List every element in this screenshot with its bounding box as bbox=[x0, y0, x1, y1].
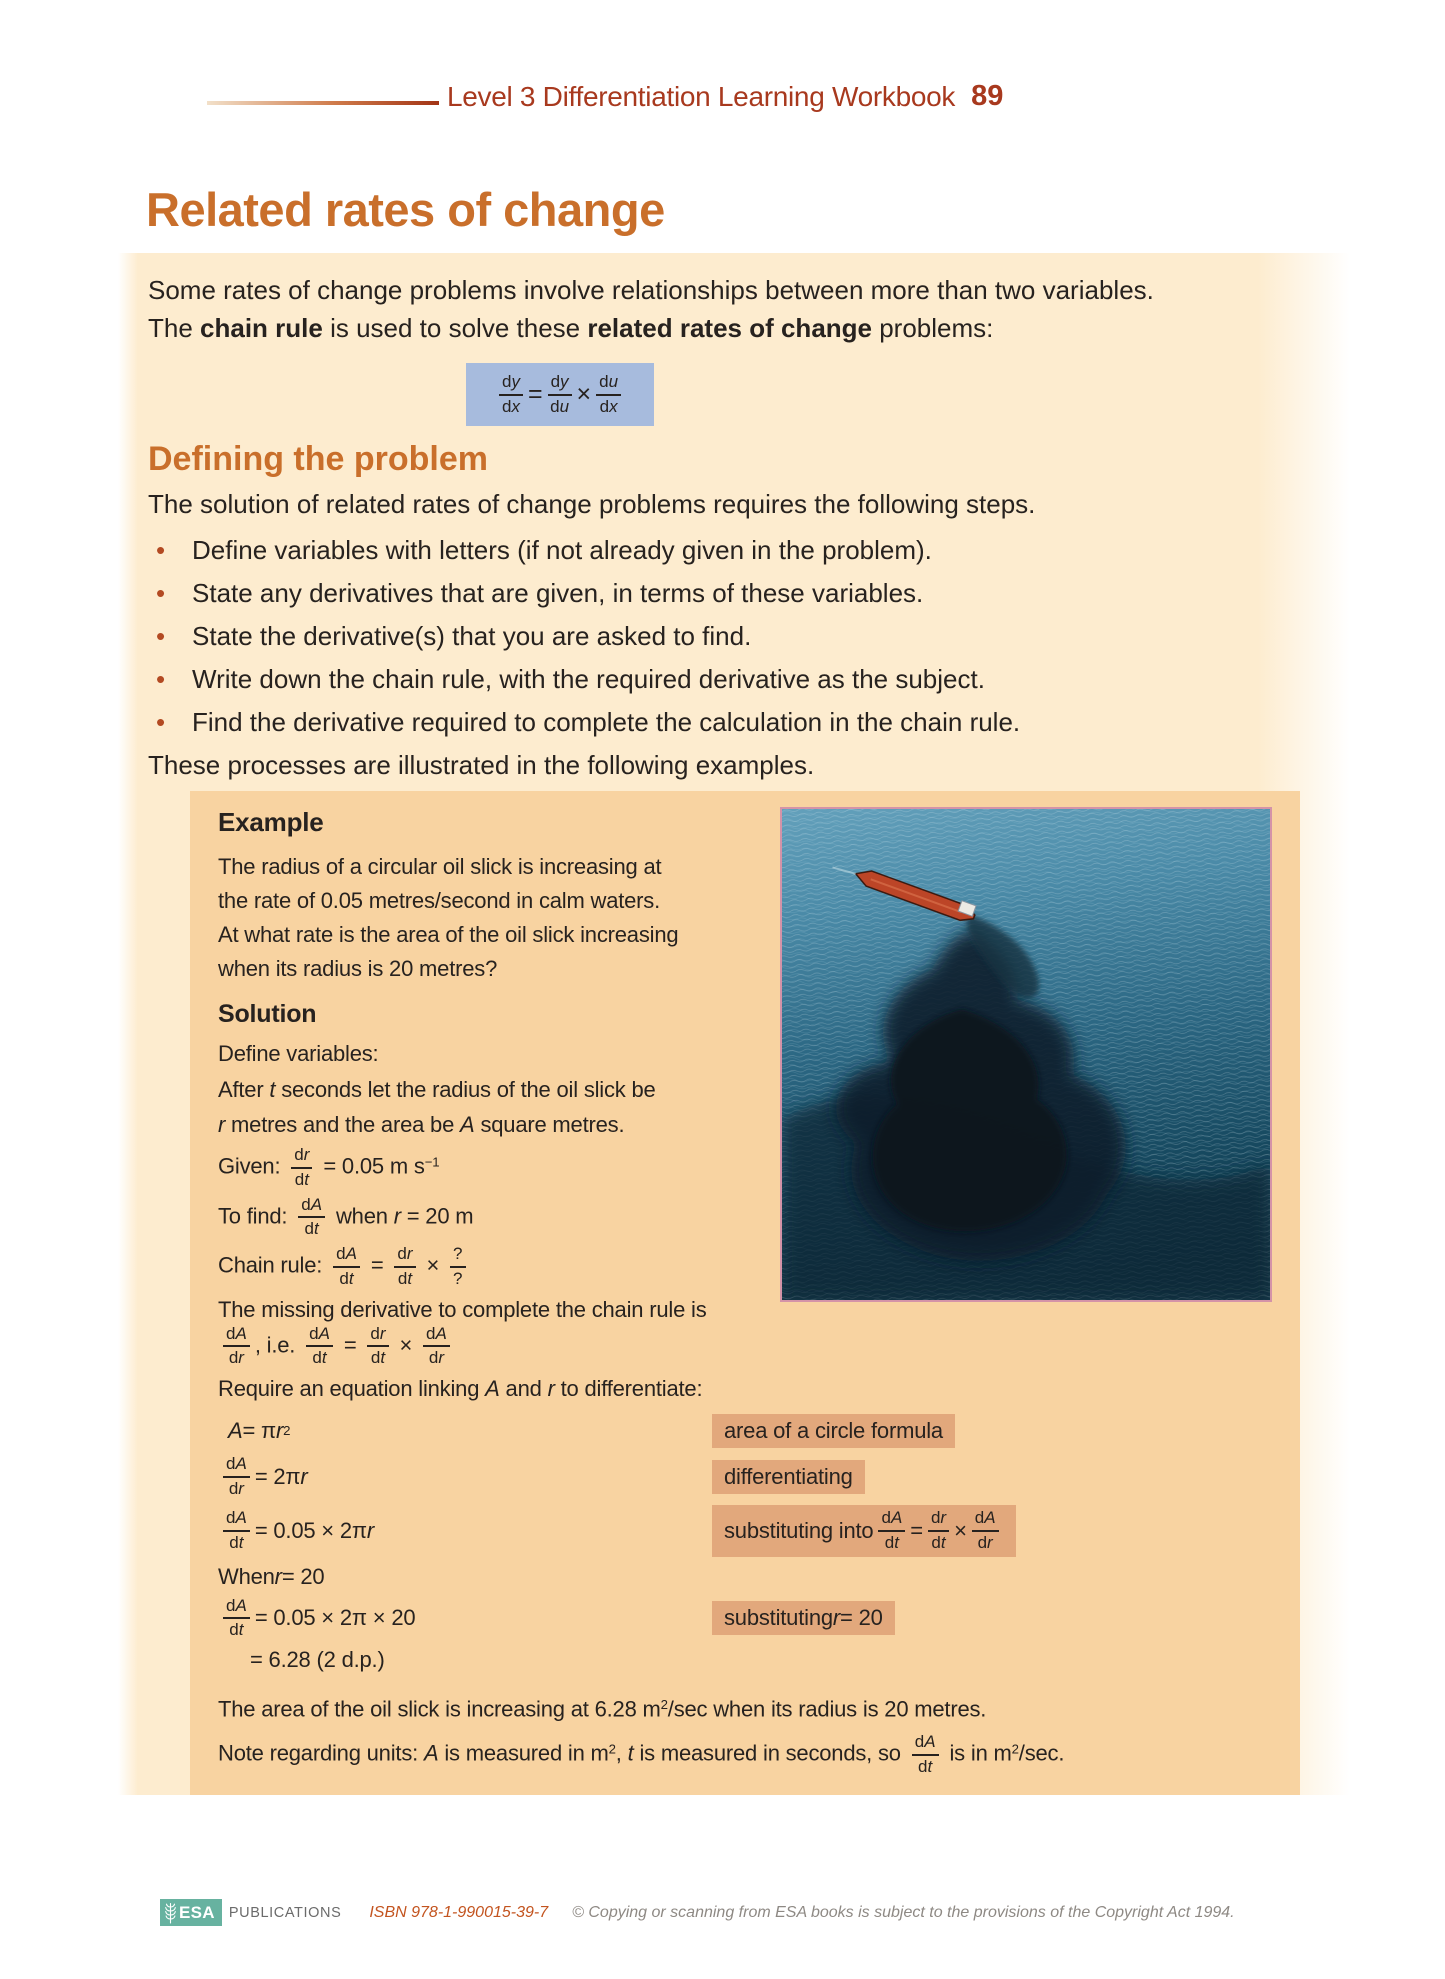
header-page-number: 89 bbox=[971, 80, 1004, 112]
step-item bbox=[148, 662, 1310, 697]
problem-text-line: At what rate is the area of the oil slick increasing bbox=[218, 922, 679, 948]
working-math: $\frac{dA}{dr}$ = 2π r bbox=[218, 1455, 712, 1498]
working-row bbox=[218, 1564, 1272, 1590]
fraction: $\frac{dA}{dr}$ bbox=[223, 1455, 250, 1498]
solution-line: Define variables: bbox=[218, 1041, 379, 1067]
step-text: Define variables with letters (if not already given in the problem). bbox=[192, 535, 932, 566]
fraction: $\frac{?}{?}$ bbox=[450, 1245, 465, 1288]
fraction: $\frac{dy}{dx}$ bbox=[499, 373, 523, 416]
fraction: $\frac{dA}{dt}$ bbox=[306, 1325, 333, 1368]
oil-slick-photo-svg bbox=[782, 809, 1270, 1300]
esa-logo-text: ESA bbox=[179, 1902, 215, 1922]
copyright-notice: © Copying or scanning from ESA books is subject to the provisions of the Copyright Act 1994. bbox=[572, 1903, 1235, 1921]
solution-line: r metres and the area be A square metres. bbox=[218, 1112, 625, 1138]
step-item bbox=[148, 705, 1310, 740]
working-math: $\frac{dA}{dt}$ = 0.05 × 2π r bbox=[218, 1509, 712, 1552]
fraction: $\frac{dr}{dt}$ bbox=[394, 1245, 415, 1288]
problem-text-line: The radius of a circular oil slick is increasing at bbox=[218, 854, 662, 880]
fern-icon bbox=[164, 1902, 177, 1924]
esa-logo bbox=[160, 1899, 222, 1926]
dot-bullet-icon: • bbox=[156, 621, 166, 652]
example-heading: Example bbox=[218, 807, 324, 838]
step-text: Write down the chain rule, with the required derivative as the subject. bbox=[192, 664, 985, 695]
publisher-label: PUBLICATIONS bbox=[228, 1904, 342, 1921]
working-math: When r = 20 bbox=[218, 1563, 325, 1589]
fraction: $\frac{dy}{du}$ bbox=[548, 373, 572, 416]
working-math: $\frac{dA}{dt}$ = 0.05 × 2π × 20 bbox=[218, 1597, 712, 1640]
annotation-box: substituting into $\frac{dA}{dt}$ = $\frac{dr}{dt}$ × $\frac{dA}{dr}$ bbox=[712, 1505, 1016, 1556]
fraction: $\frac{du}{dx}$ bbox=[596, 373, 621, 416]
example-box bbox=[190, 791, 1300, 1794]
dot-bullet-icon: • bbox=[156, 535, 166, 566]
solution-conclusion: The area of the oil slick is increasing at 6.28 $m^2/\sec$ when its radius is 20 metres. bbox=[218, 1696, 987, 1722]
fraction: $\frac{dr}{dt}$ bbox=[367, 1325, 388, 1368]
solution-line: After t seconds let the radius of the oil slick be bbox=[218, 1077, 656, 1103]
annotation-box: area of a circle formula bbox=[712, 1414, 955, 1448]
fraction: $\frac{dA}{dt}$ bbox=[878, 1509, 905, 1552]
page-title: Related rates of change bbox=[146, 183, 665, 236]
dot-bullet-icon: • bbox=[156, 664, 166, 695]
solution-line: Given: $\frac{dr}{dt}$ = 0.05 m $s^{-1}$ bbox=[218, 1145, 440, 1190]
fraction: $\frac{dr}{dt}$ bbox=[928, 1509, 949, 1552]
fraction: $\frac{dA}{dt}$ bbox=[333, 1245, 360, 1288]
step-text: State the derivative(s) that you are asked to find. bbox=[192, 621, 752, 652]
page-header bbox=[207, 80, 1003, 113]
fraction: $\frac{dA}{dt}$ bbox=[912, 1733, 939, 1776]
isbn-label: ISBN 978-1-990015-39-7 bbox=[369, 1903, 549, 1921]
dot-bullet-icon: • bbox=[156, 578, 166, 609]
fraction: $\frac{dA}{dt}$ bbox=[223, 1509, 250, 1552]
step-item bbox=[148, 533, 1310, 568]
content-band bbox=[118, 253, 1350, 1795]
working-math: A = π r 2 bbox=[228, 1417, 291, 1443]
working-row bbox=[218, 1505, 1272, 1556]
solution-line: Require an equation linking A and r to differentiate: bbox=[218, 1375, 703, 1401]
steps-list bbox=[148, 533, 1310, 740]
chain-rule-formula-box: $\frac{dy}{dx}$ = $\frac{dy}{du}$ × $\frac{du}{dx}$ bbox=[466, 363, 654, 426]
solution-line: The missing derivative to complete the chain rule is $\frac{dA}{dr}$ , i.e. $\frac{dA}{dt}$ = $\frac{dr}{dt}$ × $\frac{dA}{dr}$ bbox=[218, 1296, 707, 1368]
solution-heading: Solution bbox=[218, 1000, 317, 1029]
fraction: $\frac{dA}{dr}$ bbox=[423, 1325, 450, 1368]
problem-text-line: the rate of 0.05 metres/second in calm waters. bbox=[218, 888, 661, 914]
solution-line: To find: $\frac{dA}{dt}$ when r = 20 m bbox=[218, 1194, 474, 1239]
steps-closing: These processes are illustrated in the following examples. bbox=[148, 750, 815, 781]
step-text: State any derivatives that are given, in terms of these variables. bbox=[192, 578, 924, 609]
fraction: $\frac{dA}{dr}$ bbox=[972, 1509, 999, 1552]
section-heading: Defining the problem bbox=[148, 440, 488, 479]
oil-slick-photo bbox=[780, 807, 1272, 1302]
fraction: $\frac{dA}{dr}$ bbox=[223, 1325, 250, 1368]
problem-text-line: when its radius is 20 metres? bbox=[218, 956, 498, 982]
dot-bullet-icon: • bbox=[156, 707, 166, 738]
page-footer bbox=[160, 1899, 1235, 1926]
working-row bbox=[218, 1414, 1272, 1448]
working-rows bbox=[218, 1414, 1272, 1673]
working-row bbox=[218, 1597, 1272, 1640]
annotation-box: substituting r = 20 bbox=[712, 1601, 895, 1635]
working-row bbox=[218, 1455, 1272, 1498]
solution-line: Chain rule: $\frac{dA}{dt}$ = $\frac{dr}{dt}$ × $\frac{?}{?}$ bbox=[218, 1245, 1272, 1288]
fraction: $\frac{dA}{dt}$ bbox=[223, 1597, 250, 1640]
intro-paragraph: Some rates of change problems involve relationships between more than two variables. The chain rule is used to solve these related rates of change problems: bbox=[148, 275, 1154, 343]
header-rule-line bbox=[207, 101, 439, 105]
header-title: Level 3 Differentiation Learning Workbook bbox=[447, 80, 956, 112]
step-item bbox=[148, 619, 1310, 654]
working-row bbox=[218, 1647, 1272, 1673]
steps-lead: The solution of related rates of change problems requires the following steps. bbox=[148, 489, 1036, 520]
working-math: = 6.28 (2 d.p.) bbox=[250, 1647, 385, 1672]
step-text: Find the derivative required to complete the calculation in the chain rule. bbox=[192, 707, 1021, 738]
units-note: Note regarding units: A is measured in $m^2$, t is measured in seconds, so $\frac{dA}{dt}$ is in $m^2/\sec$. bbox=[218, 1732, 1065, 1776]
fraction: $\frac{dr}{dt}$ bbox=[291, 1146, 312, 1189]
fraction: $\frac{dA}{dt}$ bbox=[298, 1196, 325, 1239]
annotation-box: differentiating bbox=[712, 1460, 865, 1494]
step-item bbox=[148, 576, 1310, 611]
